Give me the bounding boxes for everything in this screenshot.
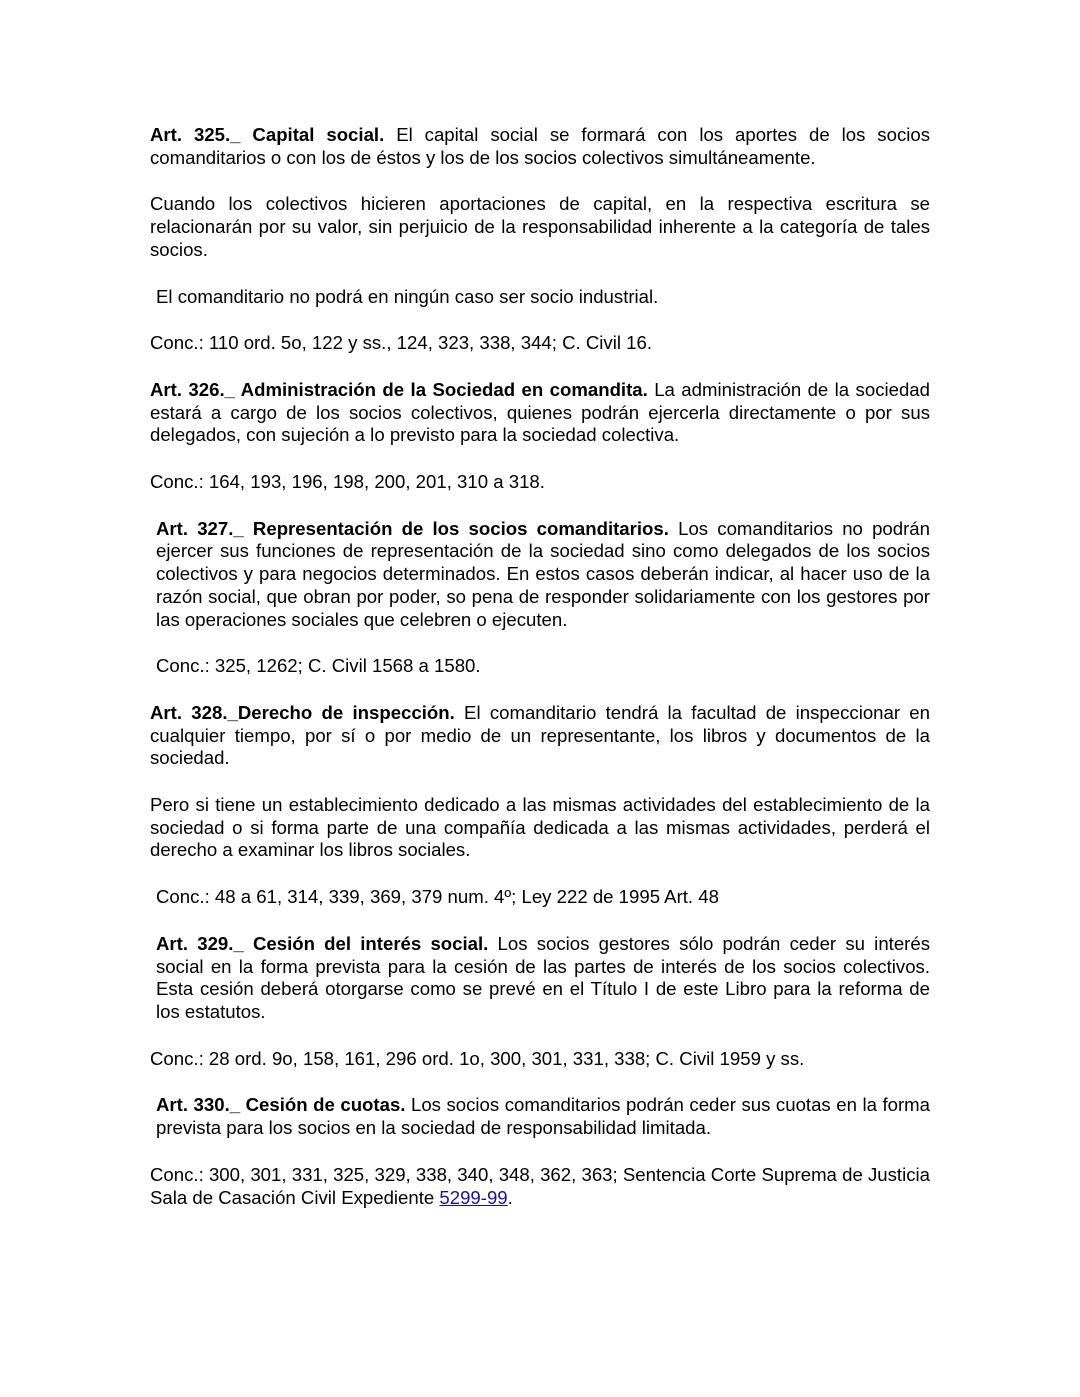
article-325-text: El capital social se formará con los aportes de los socios comanditarios o con los de éstos y los de los socios colectivos simultáneamente. [150, 124, 931, 168]
article-329-text: Los socios gestores sólo podrán ceder su interés social en la forma prevista para la cesión de las partes de interés de los socios colectivos. Esta cesión deberá otorgarse como se prevé en el Título I de este Libro para la reforma de los estatutos. [156, 932, 930, 1022]
expediente-link[interactable]: 5299-99 [439, 1186, 508, 1208]
article-325-concordances: Conc.: 110 ord. 5o, 122 y ss., 124, 323, 338, 344; C. Civil 16. [150, 332, 652, 354]
article-325 [150, 124, 930, 169]
article-327-heading: Art. 327._ Representación de los socios comanditarios. [156, 517, 669, 539]
article-330-conc-text: Conc.: 300, 301, 331, 325, 329, 338, 340, 348, 362, 363; Sentencia Corte Suprema de Justicia Sala de Casación Civil Expediente [150, 1163, 930, 1208]
article-325-heading: Art. 325._ Capital social. [150, 124, 385, 145]
article-325-paragraph-3: El comanditario no podrá en ningún caso ser socio industrial. [156, 285, 659, 307]
article-329-concordances: Conc.: 28 ord. 9o, 158, 161, 296 ord. 1o, 300, 301, 331, 338; C. Civil 1959 y ss. [150, 1047, 805, 1069]
article-330 [150, 1094, 930, 1139]
article-328-paragraph-2: Pero si tiene un establecimiento dedicado a las mismas actividades del establecimiento de la sociedad o si forma parte de una compañía dedicada a las mismas actividades, perderá el derecho a examinar los libros sociales. [150, 794, 930, 861]
article-328-concordances: Conc.: 48 a 61, 314, 339, 369, 379 num. 4º; Ley 222 de 1995 Art. 48 [156, 886, 719, 908]
article-327 [150, 518, 930, 632]
article-326-text: La administración de la sociedad estará a cargo de los socios colectivos, quienes podrán ejercerla directamente o por sus delegados, con sujeción a lo previsto para la sociedad colectiva. [150, 378, 930, 446]
document-page [150, 124, 930, 1233]
article-329 [150, 933, 930, 1024]
article-328-heading: Art. 328._Derecho de inspección. [150, 701, 455, 723]
article-330-text: Los socios comanditarios podrán ceder sus cuotas en la forma prevista para los socios en la sociedad de responsabilidad limitada. [156, 1094, 930, 1139]
article-326-concordances: Conc.: 164, 193, 196, 198, 200, 201, 310 a 318. [150, 471, 545, 493]
article-328-text: El comanditario tendrá la facultad de inspeccionar en cualquier tiempo, por sí o por medio de un representante, los libros y documentos de la sociedad. [150, 701, 930, 769]
article-327-concordances: Conc.: 325, 1262; C. Civil 1568 a 1580. [156, 655, 481, 677]
article-326-heading: Art. 326._ Administración de la Sociedad en comandita. [150, 378, 648, 400]
article-329-heading: Art. 329._ Cesión del interés social. [156, 932, 489, 954]
article-330-concordances [150, 1164, 930, 1209]
article-328 [150, 702, 930, 770]
article-325-paragraph-2: Cuando los colectivos hicieren aportaciones de capital, en la respectiva escritura se relacionarán por su valor, sin perjuicio de la responsabilidad inherente a la categoría de tales socios. [150, 193, 930, 260]
article-330-conc-suffix: . [507, 1186, 513, 1208]
article-330-heading: Art. 330._ Cesión de cuotas. [156, 1094, 406, 1116]
article-327-text: Los comanditarios no podrán ejercer sus funciones de representación de la sociedad sino como delegados de los socios colectivos y para negocios determinados. En estos casos deberán indicar, al hacer uso de la razón social, que obran por poder, so pena de responder solidariamente con los gestores por las operaciones sociales que celebren o ejecuten. [156, 517, 930, 630]
article-326 [150, 379, 930, 447]
